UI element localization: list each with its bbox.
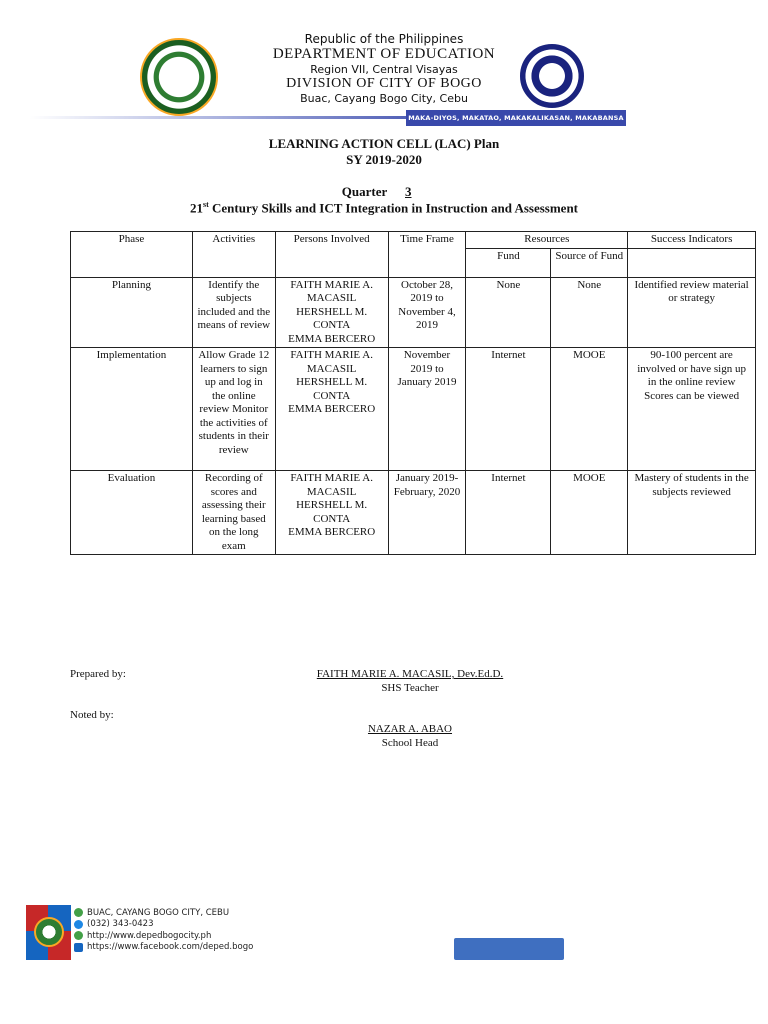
- phone-icon: [74, 920, 83, 929]
- contact-phone: (032) 343-0423: [74, 919, 253, 931]
- noted-by-name: NAZAR A. ABAO: [367, 723, 453, 735]
- theme-title: 21st Century Skills and ICT Integration in Instruction and Assessment: [189, 200, 579, 216]
- cell-success: Identified review material or strategy: [628, 277, 756, 348]
- department-line: DEPARTMENT OF EDUCATION: [272, 46, 496, 62]
- header-row: [71, 232, 756, 249]
- cell-persons: FAITH MARIE A. MACASIL HERSHELL M. CONTA EMMA BERCERO: [275, 348, 388, 471]
- contact-address: BUAC, CAYANG BOGO CITY, CEBU: [74, 907, 253, 919]
- quarter-label: Quarter: [341, 184, 387, 199]
- cell-persons: FAITH MARIE A. MACASIL HERSHELL M. CONTA EMMA BERCERO: [275, 471, 388, 555]
- letterhead-text: [0, 30, 768, 105]
- region-line: Region VII, Central Visayas: [310, 63, 458, 76]
- col-success: Success Indicators: [628, 232, 756, 249]
- title-line: LEARNING ACTION CELL (LAC) Plan: [268, 136, 500, 151]
- col-time-frame: Time Frame: [388, 232, 466, 278]
- quarter-line: [0, 184, 768, 200]
- col-persons: Persons Involved: [275, 232, 388, 278]
- cell-time-frame: November 2019 to January 2019: [388, 348, 466, 471]
- cell-fund: None: [466, 277, 551, 348]
- quarter-value: 3: [405, 184, 412, 199]
- school-year: SY 2019-2020: [346, 152, 422, 167]
- address-line: Buac, Cayang Bogo City, Cebu: [300, 92, 468, 105]
- col-fund: Fund: [466, 248, 551, 277]
- cell-phase: Planning: [71, 277, 193, 348]
- col-activities: Activities: [192, 232, 275, 278]
- globe-icon: [74, 931, 83, 940]
- col-source: Source of Fund: [551, 248, 628, 277]
- cell-persons: FAITH MARIE A. MACASIL HERSHELL M. CONTA EMMA BERCERO: [275, 277, 388, 348]
- motto-bar: [30, 110, 626, 126]
- location-icon: [74, 908, 83, 917]
- deped-seal-icon: [520, 44, 584, 108]
- cell-phase: Evaluation: [71, 471, 193, 555]
- document-title: [0, 136, 768, 168]
- lac-plan-table: [70, 231, 756, 555]
- footer-accent-bar: [454, 938, 564, 960]
- cell-time-frame: October 28, 2019 to November 4, 2019: [388, 277, 466, 348]
- cell-activities: Identify the subjects included and the means of review: [192, 277, 275, 348]
- col-success-blank: [628, 248, 756, 277]
- cell-source: None: [551, 277, 628, 348]
- cell-source: MOOE: [551, 471, 628, 555]
- cell-time-frame: January 2019- February, 2020: [388, 471, 466, 555]
- cell-success: 90-100 percent are involved or have sign up in the online review Scores can be viewed: [628, 348, 756, 471]
- republic-line: Republic of the Philippines: [304, 32, 464, 46]
- contact-facebook[interactable]: https://www.facebook.com/deped.bogo: [74, 942, 253, 954]
- table-row: [71, 471, 756, 555]
- cell-activities: Recording of scores and assessing their learning based on the long exam: [192, 471, 275, 555]
- prepared-by-name: FAITH MARIE A. MACASIL, Dev.Ed.D.: [316, 668, 504, 680]
- prepared-by-role: SHS Teacher: [381, 682, 439, 694]
- contact-info: [74, 907, 253, 953]
- cell-fund: Internet: [466, 471, 551, 555]
- division-line: DIVISION OF CITY OF BOGO: [286, 76, 482, 91]
- cell-source: MOOE: [551, 348, 628, 471]
- prepared-by-label: Prepared by:: [70, 668, 126, 680]
- facebook-icon: [74, 943, 83, 952]
- noted-by-role: School Head: [381, 737, 439, 749]
- table-row: [71, 348, 756, 471]
- cell-success: Mastery of students in the subjects reviewed: [628, 471, 756, 555]
- cell-phase: Implementation: [71, 348, 193, 471]
- motto-text: MAKA-DIYOS, MAKATAO, MAKAKALIKASAN, MAKABANSA: [406, 110, 626, 126]
- cell-fund: Internet: [466, 348, 551, 471]
- contact-website[interactable]: http://www.depedbogocity.ph: [74, 930, 253, 942]
- table-row: [71, 277, 756, 348]
- col-phase: Phase: [71, 232, 193, 278]
- col-resources: Resources: [466, 232, 628, 249]
- noted-by-label: Noted by:: [70, 709, 114, 721]
- cell-activities: Allow Grade 12 learners to sign up and log in the online review Monitor the activities of students in their review: [192, 348, 275, 471]
- footer-logo-icon: [26, 905, 71, 960]
